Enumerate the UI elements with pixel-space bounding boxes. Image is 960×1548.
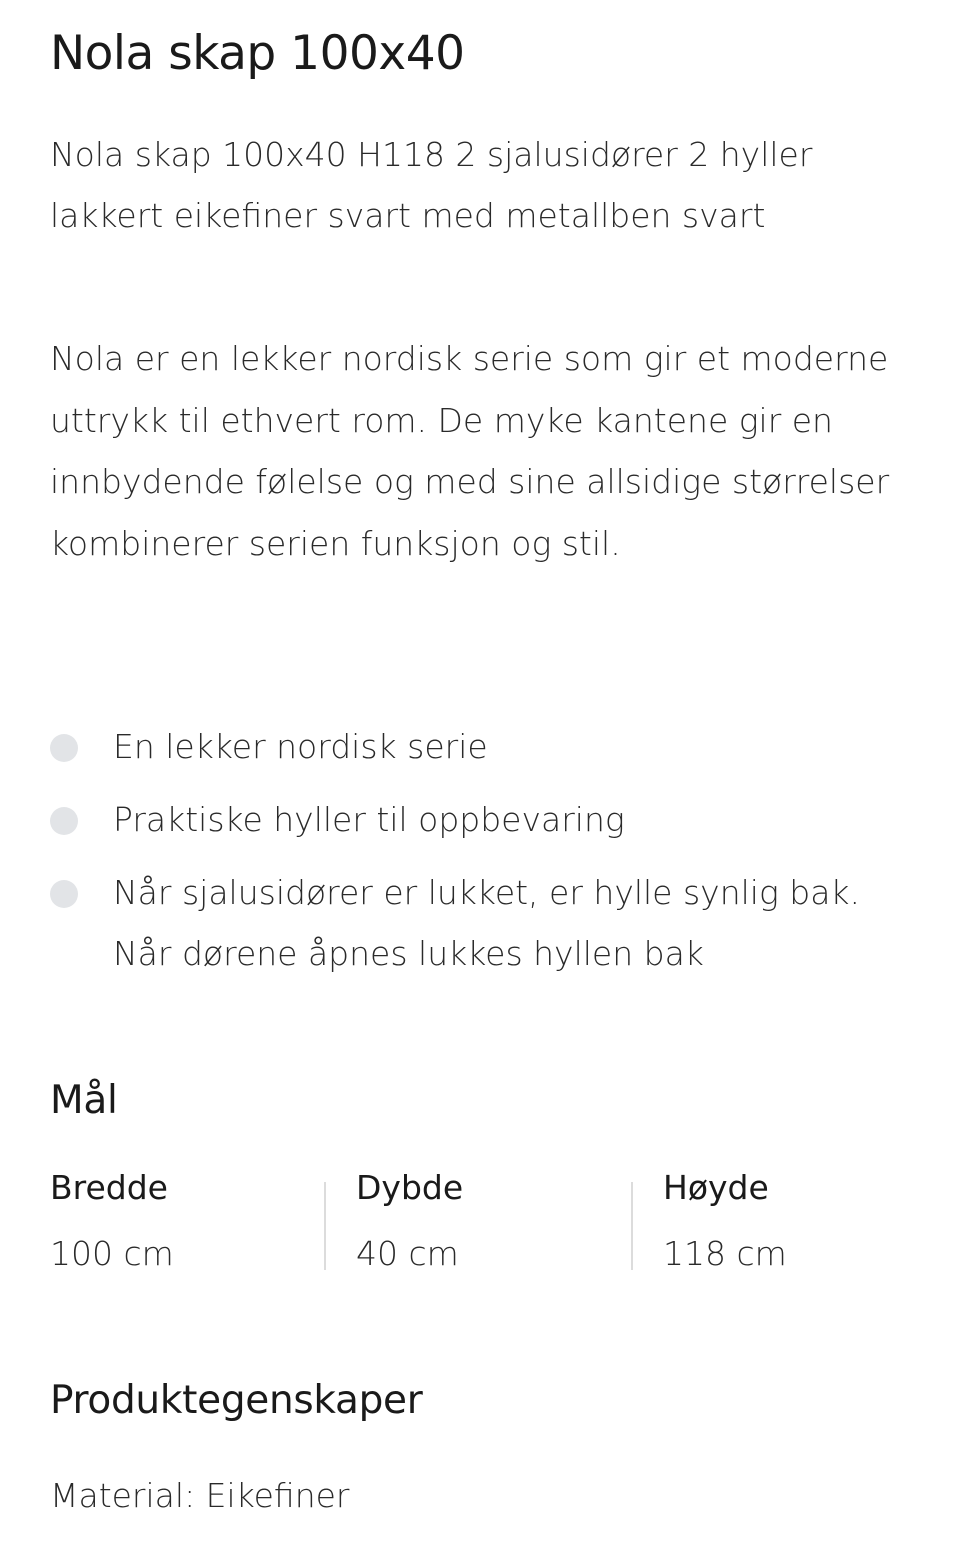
bullet-icon [50,734,78,762]
dimension-divider [324,1182,326,1270]
feature-text: Når sjalusidører er lukket, er hylle synlig bak. Når dørene åpnes lukkes hyllen bak [113,873,861,973]
list-item [50,716,920,777]
dimensions-title: Mål [50,1078,118,1123]
dimension-label: Høyde [663,1168,769,1207]
dimension-label: Dybde [356,1168,464,1207]
feature-text: En lekker nordisk serie [113,727,488,766]
list-item [50,789,920,850]
product-description: Nola er en lekker nordisk serie som gir et moderne uttrykk til ethvert rom. De myke kantene gir en innbydende følelse og med sine allsidige størrelser kombinerer serien funksjon og stil. [50,339,890,563]
bullet-icon [50,807,78,835]
feature-text: Praktiske hyller til oppbevaring [113,800,625,839]
dimensions-table [50,1160,960,1280]
dimension-value: 100 cm [50,1234,174,1273]
bullet-icon [50,880,78,908]
properties-title: Produktegenskaper [50,1378,423,1423]
product-subtitle: Nola skap 100x40 H118 2 sjalusidører 2 hyller lakkert eikefiner svart med metallben svart [50,135,813,235]
dimension-height [663,1160,943,1282]
dimension-divider [631,1182,633,1270]
list-item [50,862,920,984]
dimension-depth [356,1160,636,1282]
material-text: Material: Eikefiner [50,1476,350,1515]
dimension-value: 118 cm [663,1234,787,1273]
dimension-width [50,1160,330,1282]
dimension-label: Bredde [50,1168,168,1207]
dimension-value: 40 cm [356,1234,459,1273]
feature-list [50,716,920,996]
product-title: Nola skap 100x40 [50,26,465,81]
